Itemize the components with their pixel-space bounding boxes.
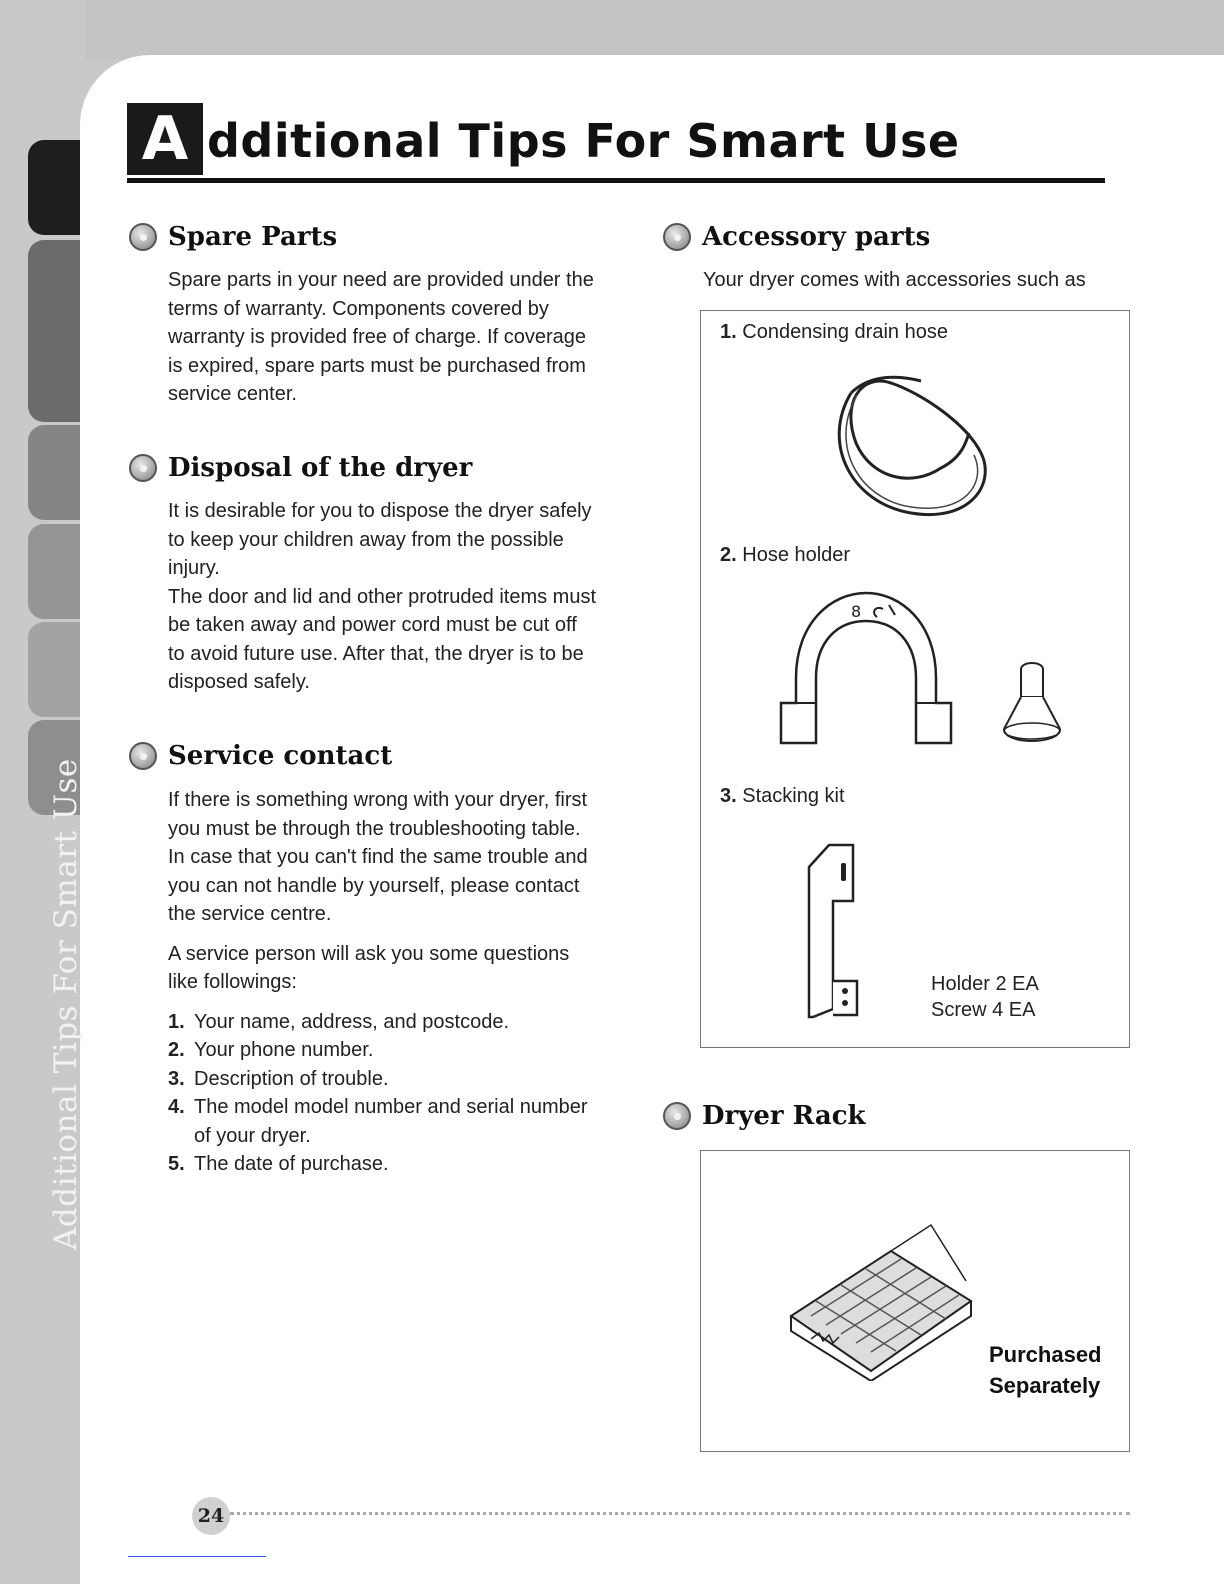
text-line: to avoid future use. After that, the dryer is to be (168, 642, 584, 665)
spare-parts-title: Spare Parts (168, 222, 338, 252)
text-line: you can not handle by yourself, please contact (168, 874, 580, 897)
text-line: Holder 2 EA (931, 973, 1039, 995)
stacking-kit-icon (801, 839, 867, 1021)
hose-cap-icon (999, 659, 1065, 749)
drain-hose-icon (821, 363, 997, 523)
page-title: dditional Tips For Smart Use (207, 114, 960, 168)
text-line: Spare parts in your need are provided under the (168, 269, 594, 291)
side-tab-2[interactable] (28, 240, 80, 422)
hose-holder-icon (771, 583, 961, 745)
disposal-heading (129, 453, 472, 483)
list-item: 3. Description of trouble. (168, 1067, 389, 1090)
side-tab-4[interactable] (28, 524, 80, 619)
list-item: 2. Your phone number. (168, 1039, 374, 1061)
text-line: to keep your children away from the possible (168, 528, 564, 551)
list-item: 5. The date of purchase. (168, 1153, 389, 1175)
list-item-continued: of your dryer. (194, 1124, 311, 1147)
service-title: Service contact (168, 741, 393, 771)
text-line: Screw 4 EA (931, 999, 1036, 1021)
accessory-item-holder: 2. Hose holder (720, 544, 851, 566)
text-line: you must be through the troubleshooting table. (168, 817, 581, 840)
service-text (168, 786, 588, 1179)
purchased-separately-note (989, 1339, 1102, 1401)
text-line: be taken away and power cord must be cut off (168, 614, 577, 636)
service-heading (129, 741, 392, 771)
text-line: It is desirable for you to dispose the dryer safely (168, 500, 592, 522)
list-item: 1. Your name, address, and postcode. (168, 1010, 510, 1033)
text-line: A service person will ask you some questions (168, 942, 570, 965)
bullet-icon (663, 223, 691, 251)
header-initial: A (127, 103, 203, 175)
text-line: disposed safely. (168, 671, 310, 693)
text-line: is expired, spare parts must be purchased from (168, 354, 586, 377)
accessory-box (700, 310, 1130, 1048)
dryer-rack-box (700, 1150, 1130, 1452)
text-line: the service centre. (168, 903, 332, 925)
dryer-rack-title: Dryer Rack (702, 1101, 866, 1131)
text-line: terms of warranty. Components covered by (168, 297, 549, 320)
service-questions-list (168, 1008, 588, 1179)
dryer-rack-icon (771, 1221, 981, 1381)
accessory-title: Accessory parts (702, 222, 931, 252)
svg-text:8: 8 (851, 602, 862, 621)
text-line: The door and lid and other protruded items must (168, 585, 597, 608)
accessory-item-hose: 1. Condensing drain hose (720, 321, 948, 343)
bullet-icon (129, 223, 157, 251)
bullet-icon (663, 1102, 691, 1130)
text-line: Separately (989, 1373, 1101, 1398)
accessory-intro: Your dryer comes with accessories such as (703, 269, 1086, 291)
text-line: Purchased (989, 1342, 1102, 1367)
side-tab-1[interactable] (28, 140, 80, 235)
page-number: 24 (192, 1497, 230, 1535)
text-line: If there is something wrong with your dryer, first (168, 789, 588, 811)
link-underline (128, 1556, 266, 1557)
list-item: 4. The model model number and serial number (168, 1096, 588, 1118)
dryer-rack-heading (663, 1101, 866, 1131)
top-band (0, 0, 1224, 60)
side-tab-label: Additional Tips For Smart Use (48, 758, 84, 1250)
side-tab-5[interactable] (28, 622, 80, 717)
text-line: injury. (168, 557, 220, 579)
text-line: service center. (168, 383, 297, 405)
text-line: In case that you can't find the same trouble and (168, 846, 588, 868)
accessory-item-stacking-kit: 3. Stacking kit (720, 785, 845, 807)
bullet-icon (129, 742, 157, 770)
spare-parts-heading (129, 222, 337, 252)
accessory-heading (663, 222, 930, 252)
side-tab-3[interactable] (28, 425, 80, 520)
text-line: warranty is provided free of charge. If coverage (168, 326, 586, 348)
disposal-title: Disposal of the dryer (168, 453, 473, 483)
text-line: like followings: (168, 971, 297, 993)
stacking-kit-note (931, 971, 1039, 1023)
bullet-icon (129, 454, 157, 482)
footer-divider (230, 1512, 1130, 1515)
spare-parts-text (168, 266, 594, 409)
page-header (127, 103, 1105, 183)
disposal-text (168, 497, 596, 697)
